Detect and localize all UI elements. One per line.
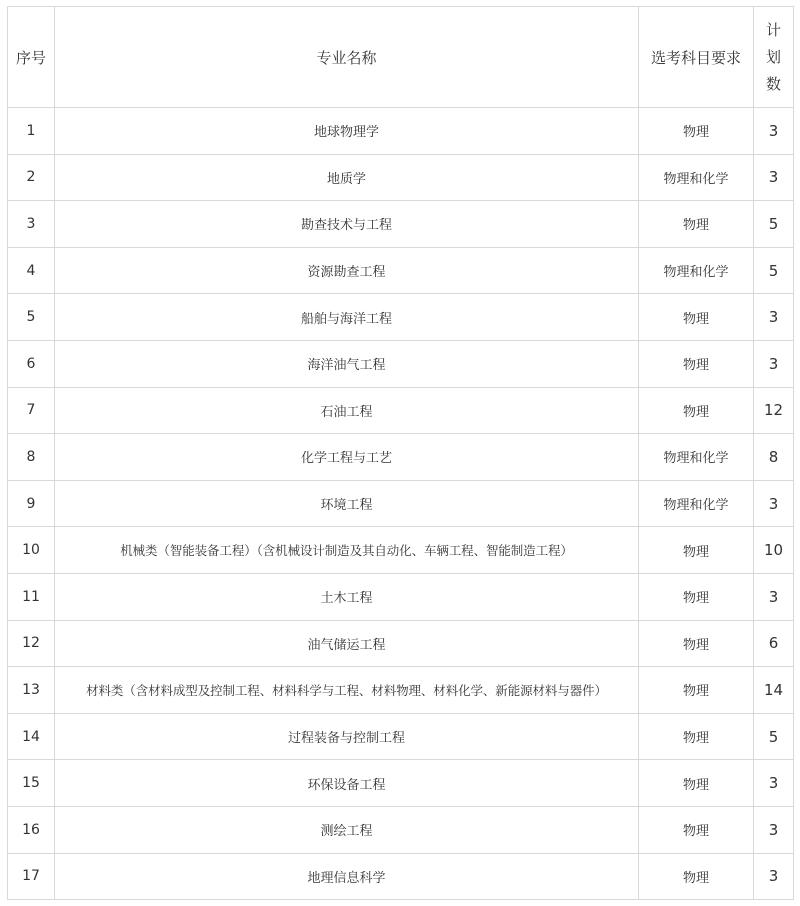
row-index: 2 (8, 154, 55, 201)
row-major-name: 环保设备工程 (55, 760, 639, 807)
row-major-name: 地理信息科学 (55, 853, 639, 900)
row-plan-count: 5 (754, 247, 794, 294)
row-plan-count: 5 (754, 201, 794, 248)
table-row (8, 340, 794, 387)
table-row (8, 760, 794, 807)
header-major: 专业名称 (55, 7, 639, 108)
row-subject-requirement: 物理 (639, 527, 754, 574)
table-row (8, 713, 794, 760)
row-index: 8 (8, 434, 55, 481)
row-subject-requirement: 物理 (639, 667, 754, 714)
row-plan-count: 10 (754, 527, 794, 574)
table-row (8, 806, 794, 853)
table-row (8, 527, 794, 574)
table-row (8, 480, 794, 527)
table-row (8, 247, 794, 294)
row-plan-count: 3 (754, 340, 794, 387)
row-major-name: 地球物理学 (55, 108, 639, 155)
row-major-name: 资源勘查工程 (55, 247, 639, 294)
table-row (8, 620, 794, 667)
row-subject-requirement: 物理和化学 (639, 480, 754, 527)
row-plan-count: 3 (754, 480, 794, 527)
row-index: 3 (8, 201, 55, 248)
row-major-name: 化学工程与工艺 (55, 434, 639, 481)
row-plan-count: 3 (754, 154, 794, 201)
row-major-name: 勘查技术与工程 (55, 201, 639, 248)
row-index: 4 (8, 247, 55, 294)
row-index: 13 (8, 667, 55, 714)
row-subject-requirement: 物理 (639, 853, 754, 900)
row-major-name: 地质学 (55, 154, 639, 201)
row-major-name: 过程装备与控制工程 (55, 713, 639, 760)
row-major-name: 测绘工程 (55, 806, 639, 853)
row-plan-count: 3 (754, 806, 794, 853)
table-row (8, 434, 794, 481)
enrollment-plan-table-wrapper (7, 6, 794, 900)
row-index: 11 (8, 573, 55, 620)
row-index: 6 (8, 340, 55, 387)
row-subject-requirement: 物理 (639, 573, 754, 620)
header-index: 序号 (8, 7, 55, 108)
header-plan-char: 计 (765, 20, 781, 39)
table-row (8, 108, 794, 155)
row-major-name: 海洋油气工程 (55, 340, 639, 387)
row-plan-count: 3 (754, 108, 794, 155)
header-requirement: 选考科目要求 (639, 7, 754, 108)
row-subject-requirement: 物理 (639, 108, 754, 155)
row-index: 14 (8, 713, 55, 760)
row-index: 17 (8, 853, 55, 900)
row-plan-count: 3 (754, 760, 794, 807)
row-index: 5 (8, 294, 55, 341)
header-plan-char: 划 (765, 47, 781, 66)
row-index: 12 (8, 620, 55, 667)
row-plan-count: 8 (754, 434, 794, 481)
row-major-name: 油气储运工程 (55, 620, 639, 667)
row-plan-count: 6 (754, 620, 794, 667)
table-row (8, 667, 794, 714)
row-index: 9 (8, 480, 55, 527)
table-row (8, 387, 794, 434)
row-subject-requirement: 物理 (639, 806, 754, 853)
row-index: 1 (8, 108, 55, 155)
row-subject-requirement: 物理 (639, 760, 754, 807)
row-plan-count: 12 (754, 387, 794, 434)
row-subject-requirement: 物理 (639, 340, 754, 387)
row-index: 15 (8, 760, 55, 807)
row-subject-requirement: 物理 (639, 713, 754, 760)
enrollment-plan-table (7, 6, 794, 900)
table-row (8, 853, 794, 900)
row-plan-count: 3 (754, 573, 794, 620)
table-row (8, 294, 794, 341)
row-major-name: 土木工程 (55, 573, 639, 620)
row-index: 7 (8, 387, 55, 434)
header-plan-char: 数 (765, 74, 781, 93)
row-index: 16 (8, 806, 55, 853)
row-major-name: 机械类（智能装备工程）（含机械设计制造及其自动化、车辆工程、智能制造工程） (55, 527, 639, 574)
header-plan (754, 7, 794, 108)
row-index: 10 (8, 527, 55, 574)
row-plan-count: 5 (754, 713, 794, 760)
row-major-name: 船舶与海洋工程 (55, 294, 639, 341)
row-subject-requirement: 物理 (639, 201, 754, 248)
row-plan-count: 3 (754, 294, 794, 341)
row-subject-requirement: 物理 (639, 294, 754, 341)
table-row (8, 201, 794, 248)
table-header-row (8, 7, 794, 108)
row-subject-requirement: 物理 (639, 387, 754, 434)
row-subject-requirement: 物理和化学 (639, 434, 754, 481)
row-major-name: 环境工程 (55, 480, 639, 527)
table-row (8, 154, 794, 201)
row-plan-count: 14 (754, 667, 794, 714)
table-row (8, 573, 794, 620)
table-body (8, 108, 794, 900)
row-subject-requirement: 物理 (639, 620, 754, 667)
row-subject-requirement: 物理和化学 (639, 154, 754, 201)
row-major-name: 材料类（含材料成型及控制工程、材料科学与工程、材料物理、材料化学、新能源材料与器件） (55, 667, 639, 714)
row-major-name: 石油工程 (55, 387, 639, 434)
row-plan-count: 3 (754, 853, 794, 900)
row-subject-requirement: 物理和化学 (639, 247, 754, 294)
